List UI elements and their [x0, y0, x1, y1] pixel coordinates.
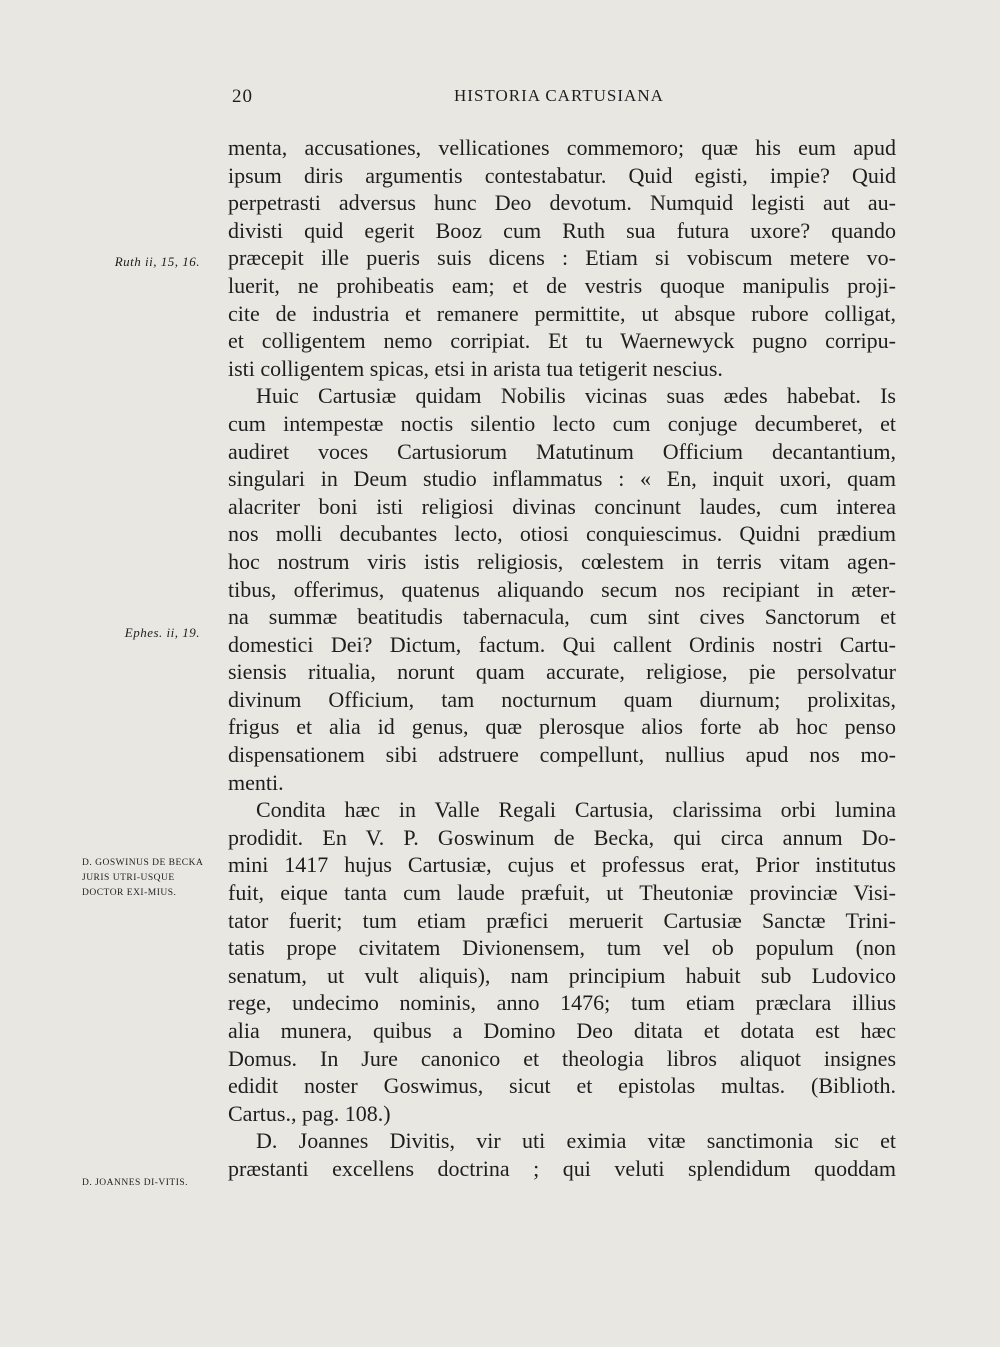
text-line: singulari in Deum studio inflammatus : « En, inquit uxori, quam: [228, 466, 896, 492]
text-line: divisti quid egerit Booz cum Ruth sua futura uxore? quando: [228, 217, 896, 243]
text-line: menta, accusationes, vellicationes commemoro; quæ his eum apud: [228, 135, 896, 160]
text-line: audiret voces Cartusiorum Matutinum Officium decantantium,: [228, 438, 896, 464]
text-line: hoc nostrum viris istis religiosis, cœlestem in terris vitam agen-: [228, 548, 896, 574]
text-line: domestici Dei? Dictum, factum. Qui callent Ordinis nostri Cartu-: [228, 631, 896, 657]
text-line: Cartus., pag. 108.): [228, 1100, 391, 1126]
text-line: præstanti excellens doctrina ; qui veluti splendidum quoddam: [228, 1155, 896, 1181]
text-line: nos molli decubantes lecto, otiosi conquiescimus. Quidni prædium: [228, 521, 896, 547]
text-line: perpetrasti adversus hunc Deo devotum. Numquid legisti aut au-: [228, 190, 896, 216]
text-line: luerit, ne prohibeatis eam; et de vestris quoque manipulis proji-: [228, 272, 896, 298]
text-line: na summæ beatitudis tabernacula, cum sint cives Sanctorum et: [228, 604, 896, 630]
text-line: divinum Officium, tam nocturnum quam diurnum; prolixitas,: [228, 686, 896, 712]
text-line: Huic Cartusiæ quidam Nobilis vicinas suas ædes habebat. Is: [256, 383, 896, 409]
text-line: senatum, ut vult aliquis), nam principium habuit sub Ludovico: [228, 962, 896, 988]
text-line: et colligentem nemo corripiat. Et tu Waernewyck pugno corripu-: [228, 328, 896, 354]
margin-note-ephes: Ephes. ii, 19.: [124, 625, 200, 640]
text-line: tibus, offerimus, quatenus aliquando secum nos recipiant in æter-: [228, 576, 896, 602]
text-line: isti colligentem spicas, etsi in arista tua tetigerit nescius.: [228, 355, 723, 381]
text-line: edidit noster Goswimus, sicut et epistolas multas. (Biblioth.: [228, 1073, 896, 1099]
text-line: alacriter boni isti religiosi divinas concinunt laudes, cum interea: [228, 493, 896, 519]
body-text: [228, 134, 896, 1183]
page-header: [0, 86, 1000, 116]
text-line: menti.: [228, 769, 284, 795]
text-line: rege, undecimo nominis, anno 1476; tum etiam præclara illius: [228, 990, 896, 1016]
text-line: tatis prope civitatem Divionensem, tum vel ob populum (non: [228, 935, 896, 961]
text-line: Condita hæc in Valle Regali Cartusia, clarissima orbi lumina: [256, 797, 896, 823]
margin-note-goswinus: D. GOSWINUS DE BECKA JURIS UTRI-USQUE DOCTOR EXI-MIUS.: [82, 858, 203, 898]
text-line: prodidit. En V. P. Goswinum de Becka, qui circa annum Do-: [228, 824, 896, 850]
text-line: ipsum diris argumentis contestabatur. Quid egisti, impie? Quid: [228, 162, 896, 188]
text-line: alia munera, quibus a Domino Deo ditata et dotata est hæc: [228, 1018, 896, 1043]
page-number: 20: [232, 86, 253, 107]
text-line: tator fuerit; tum etiam præfici meruerit Cartusiæ Sanctæ Trini-: [228, 907, 896, 933]
text-line: præcepit ille pueris suis dicens : Etiam si vobiscum metere vo-: [228, 245, 896, 271]
text-line: cite de industria et remanere permittite, ut absque rubore colligat,: [228, 300, 896, 326]
text-line: D. Joannes Divitis, vir uti eximia vitæ sanctimonia sic et: [256, 1128, 896, 1154]
text-line: frigus et alia id genus, quæ plerosque alios forte ab hoc penso: [228, 714, 896, 740]
text-line: Domus. In Jure canonico et theologia libros aliquot insignes: [228, 1045, 896, 1071]
text-line: dispensationem sibi adstruere compellunt, nullius apud nos mo-: [228, 742, 896, 768]
margin-note-ruth: Ruth ii, 15, 16.: [114, 254, 200, 269]
text-line: mini 1417 hujus Cartusiæ, cujus et professus erat, Prior institutus: [228, 852, 896, 878]
text-line: fuit, eique tanta cum laude præfuit, ut Theutoniæ provinciæ Visi-: [228, 880, 896, 906]
running-title: HISTORIA CARTUSIANA: [454, 86, 664, 105]
text-line: cum intempestæ noctis silentio lecto cum conjuge decumberet, et: [228, 410, 896, 436]
text-line: siensis ritualia, norunt quam accurate, religiose, pie persolvatur: [228, 659, 896, 685]
margin-note-joannes: D. JOANNES DI-VITIS.: [82, 1178, 189, 1188]
